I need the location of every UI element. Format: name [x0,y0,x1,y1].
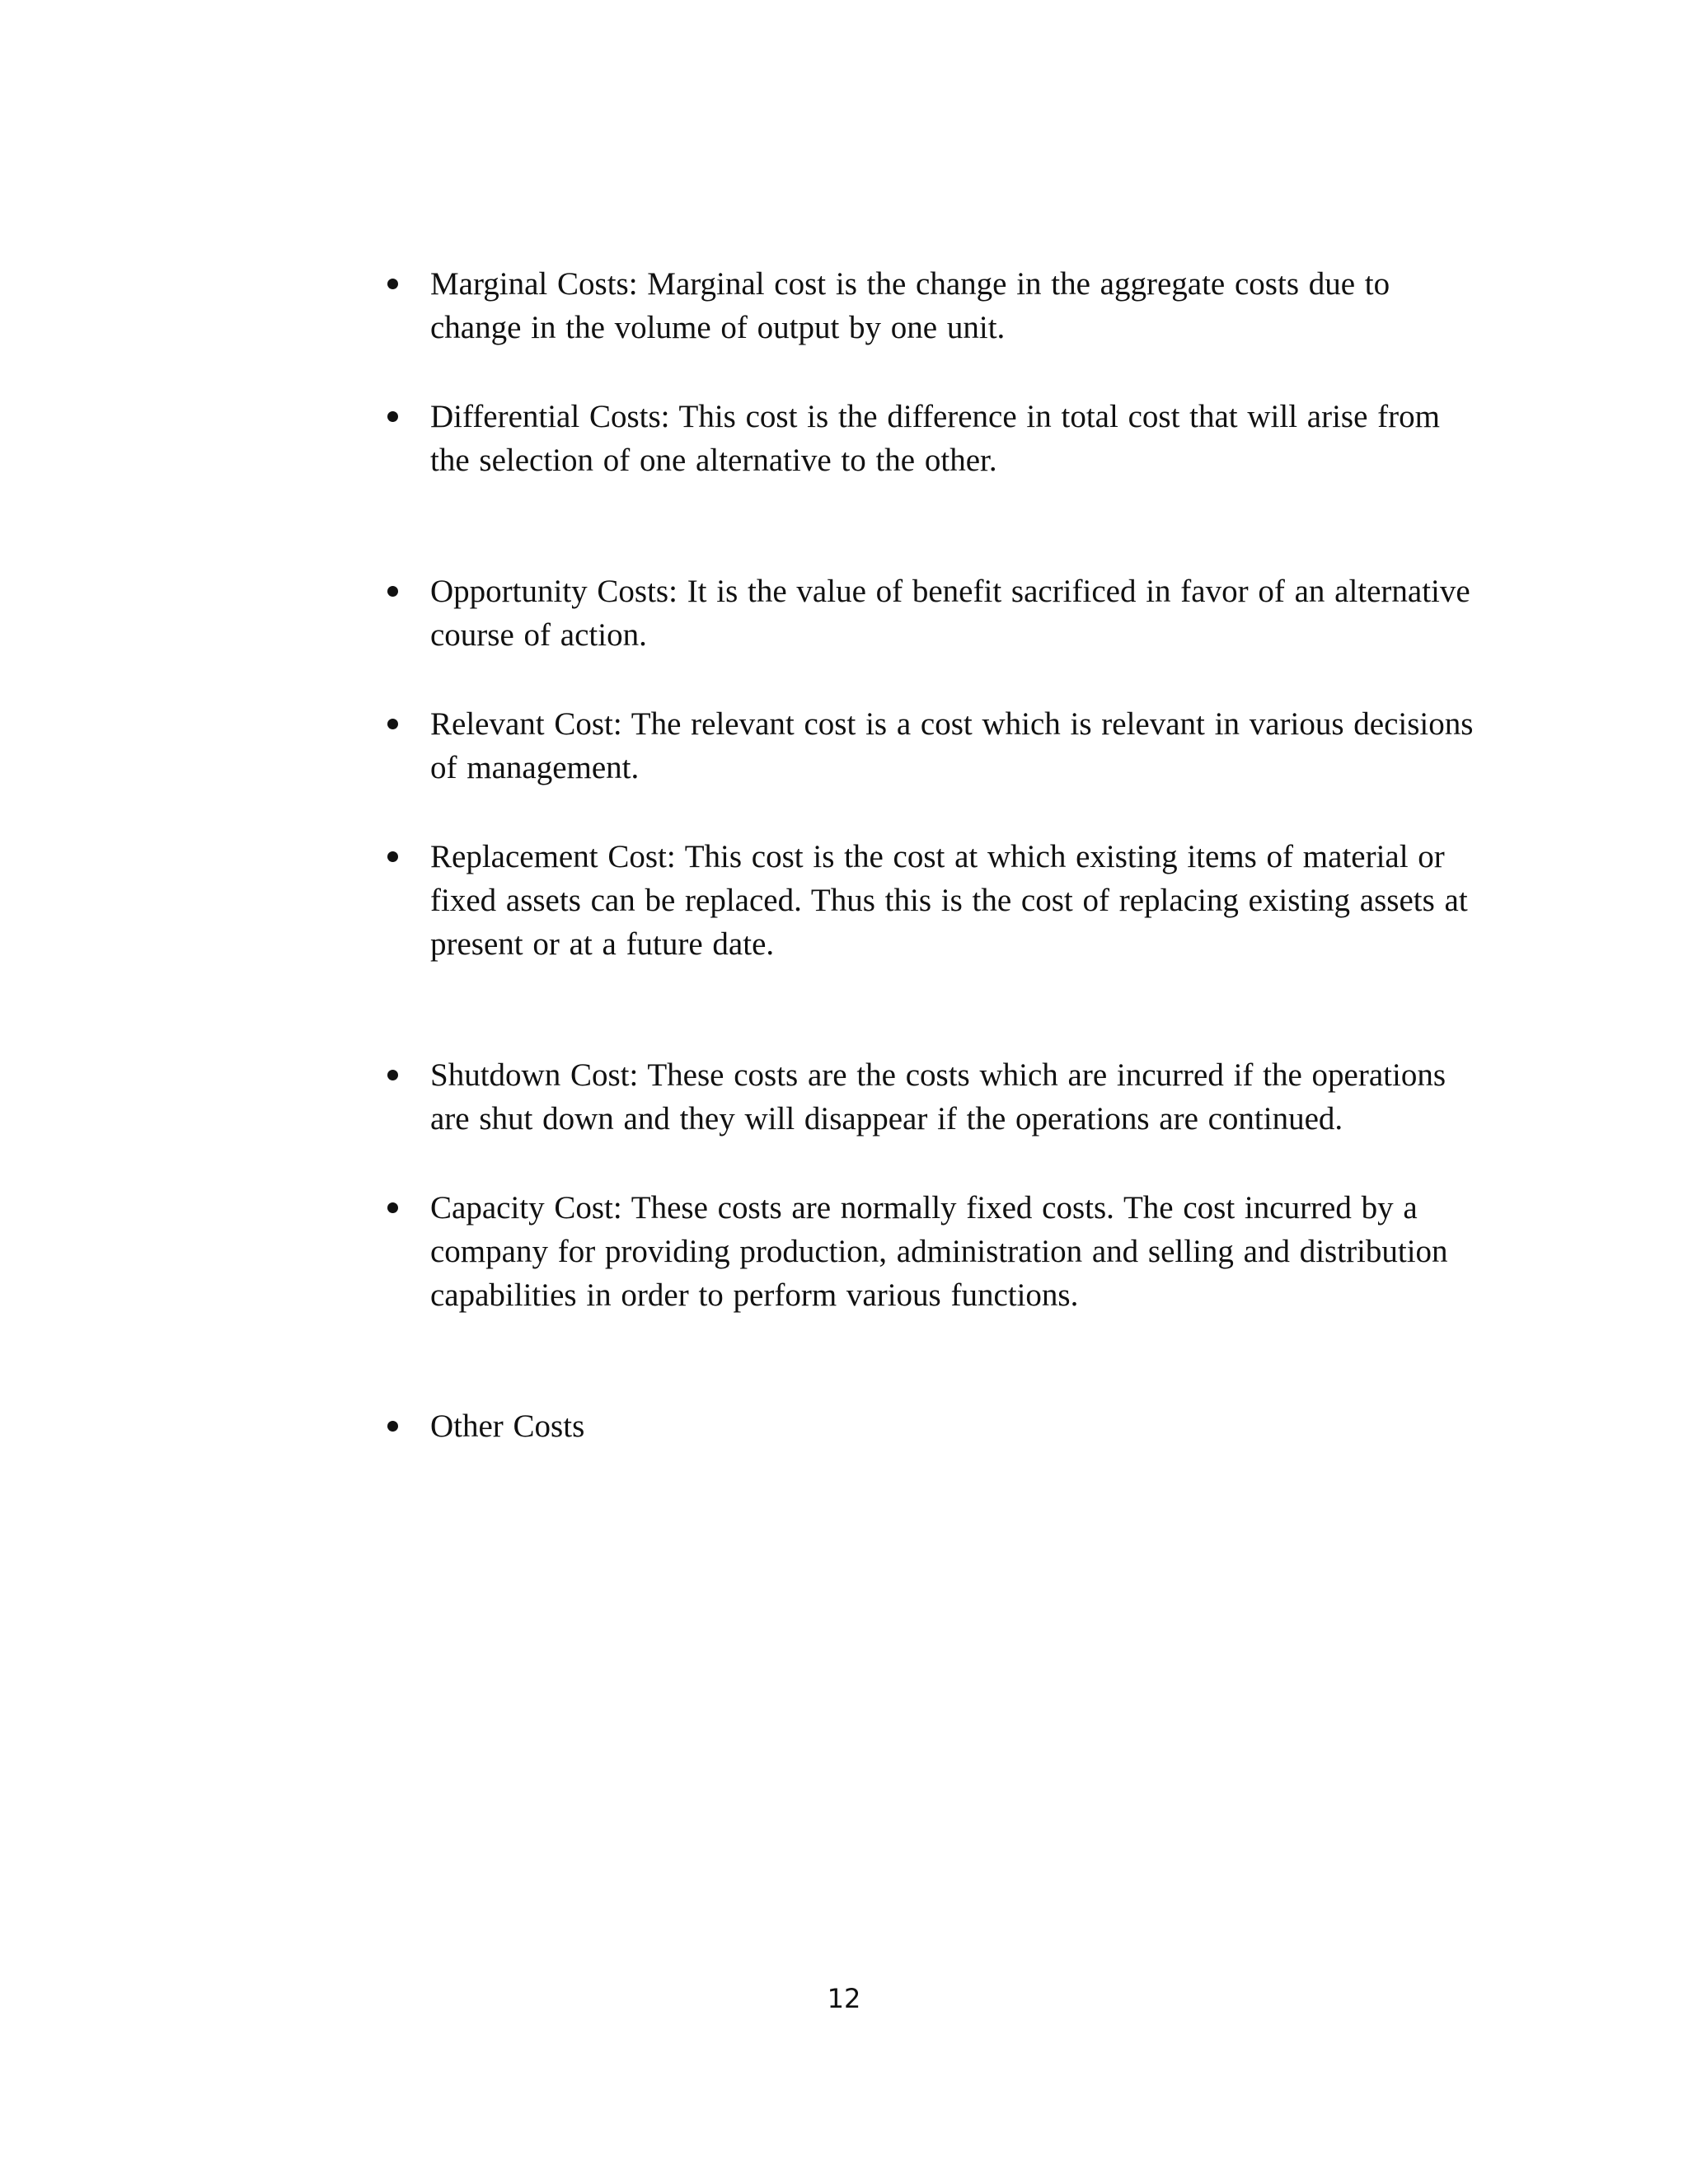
page-number: 12 [827,1983,861,2014]
cost-types-list [379,262,1475,1448]
bullet-icon [387,586,398,597]
list-item-text: Marginal Costs: Marginal cost is the change in the aggregate costs due to change in the volume of output by one unit. [430,266,1390,345]
bullet-icon [387,1202,398,1213]
list-item-replacement-cost [379,835,1475,966]
bullet-icon [387,411,398,422]
bullet-icon [387,719,398,729]
list-item-text: Replacement Cost: This cost is the cost at which existing items of material or fixed assets can be replaced. Thus this is the cost of replacing existing assets at present or at a future date. [430,839,1468,962]
bullet-icon [387,1421,398,1432]
list-item-text: Relevant Cost: The relevant cost is a cost which is relevant in various decisions of management. [430,706,1474,785]
list-item-text: Shutdown Cost: These costs are the costs which are incurred if the operations are shut down and they will disappear if the operations are continued. [430,1057,1446,1137]
list-item-other-costs [379,1404,1475,1448]
list-item-relevant-cost [379,702,1475,790]
list-item-shutdown-cost [379,1053,1475,1141]
list-item-text: Differential Costs: This cost is the difference in total cost that will arise from the selection of one alternative to the other. [430,399,1440,478]
bullet-icon [387,851,398,862]
list-item-text: Capacity Cost: These costs are normally fixed costs. The cost incurred by a company for providing production, administration and selling and distribution capabilities in order to perform various functions. [430,1190,1448,1313]
list-item-text: Opportunity Costs: It is the value of benefit sacrificed in favor of an alternative course of action. [430,574,1470,653]
bullet-icon [387,1070,398,1080]
list-item-opportunity-costs [379,569,1475,657]
bullet-icon [387,279,398,289]
list-item-text: Other Costs [430,1408,585,1444]
list-item-capacity-cost [379,1186,1475,1317]
list-item-differential-costs [379,395,1475,482]
list-item-marginal-costs [379,262,1475,349]
